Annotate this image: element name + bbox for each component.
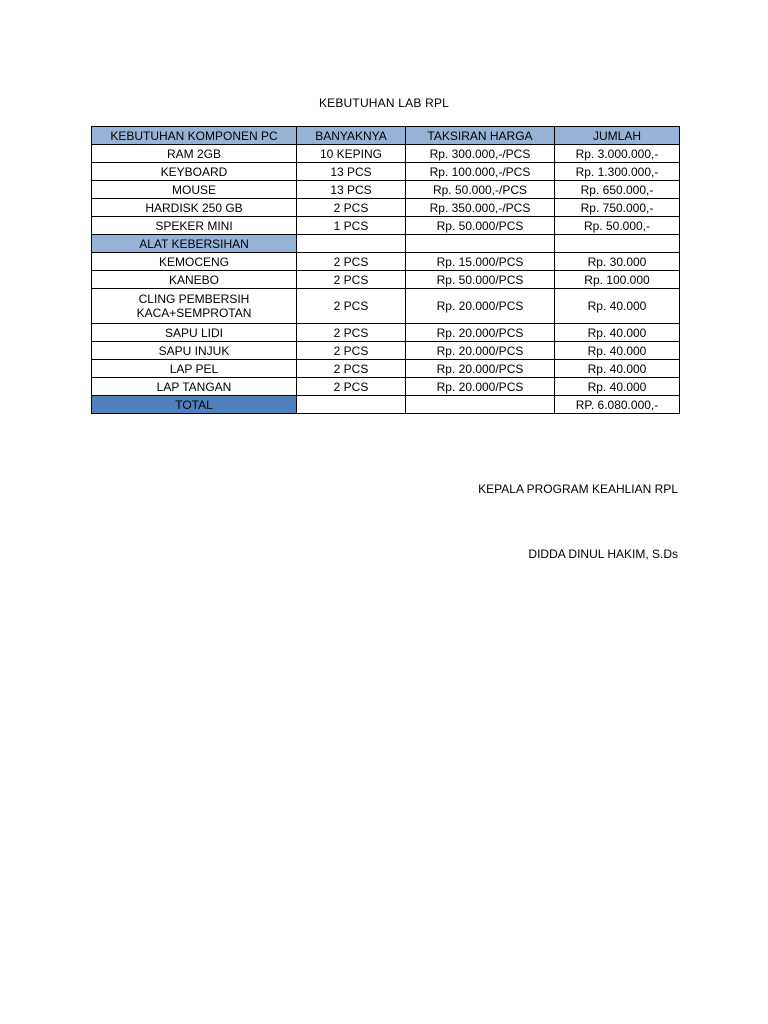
quantity-cell: 2 PCS [297,378,406,396]
amount-cell [555,235,680,253]
amount-cell: Rp. 750.000,- [555,199,680,217]
table-row [92,271,680,289]
amount-cell: Rp. 1.300.000,- [555,163,680,181]
amount-cell: Rp. 40.000 [555,324,680,342]
table-row [92,181,680,199]
signatory-title: KEPALA PROGRAM KEAHLIAN RPL [478,482,678,496]
quantity-cell: 2 PCS [297,324,406,342]
column-header-total: JUMLAH [555,127,680,145]
item-cell: SAPU LIDI [92,324,297,342]
table-row [92,289,680,324]
unit-price-cell: Rp. 20.000/PCS [406,360,555,378]
quantity-cell: 13 PCS [297,181,406,199]
amount-cell: Rp. 3.000.000,- [555,145,680,163]
column-header-quantity: BANYAKNYA [297,127,406,145]
item-cell: KANEBO [92,271,297,289]
amount-cell: Rp. 650.000,- [555,181,680,199]
unit-price-cell: Rp. 300.000,-/PCS [406,145,555,163]
item-cell: LAP PEL [92,360,297,378]
amount-cell: Rp. 50.000,- [555,217,680,235]
requirements-table [91,126,680,414]
unit-price-cell: Rp. 20.000/PCS [406,289,555,324]
table-row [92,163,680,181]
table-row [92,253,680,271]
document-title: KEBUTUHAN LAB RPL [318,96,450,110]
table-header-row [92,127,680,145]
amount-cell: Rp. 40.000 [555,378,680,396]
unit-price-cell: Rp. 20.000/PCS [406,324,555,342]
unit-price-cell: Rp. 50.000,-/PCS [406,181,555,199]
grand-total-cell: RP. 6.080.000,- [555,396,680,414]
unit-price-cell: Rp. 100.000,-/PCS [406,163,555,181]
quantity-cell [297,396,406,414]
item-cell: KEMOCENG [92,253,297,271]
quantity-cell [297,235,406,253]
item-cell: RAM 2GB [92,145,297,163]
unit-price-cell: Rp. 50.000/PCS [406,217,555,235]
table-row [92,145,680,163]
table-row [92,342,680,360]
amount-cell: Rp. 40.000 [555,342,680,360]
table-row [92,378,680,396]
quantity-cell: 2 PCS [297,199,406,217]
quantity-cell: 13 PCS [297,163,406,181]
total-label: TOTAL [92,396,297,414]
amount-cell: Rp. 100.000 [555,271,680,289]
signatory-name: DIDDA DINUL HAKIM, S.Ds [528,547,678,561]
quantity-cell: 2 PCS [297,253,406,271]
column-header-unit-price: TAKSIRAN HARGA [406,127,555,145]
quantity-cell: 2 PCS [297,271,406,289]
amount-cell: Rp. 30.000 [555,253,680,271]
item-cell: LAP TANGAN [92,378,297,396]
item-cell: SAPU INJUK [92,342,297,360]
quantity-cell: 2 PCS [297,289,406,324]
table-row [92,360,680,378]
amount-cell: Rp. 40.000 [555,360,680,378]
unit-price-cell [406,235,555,253]
table-row [92,324,680,342]
table-row [92,199,680,217]
quantity-cell: 10 KEPING [297,145,406,163]
column-header-item: KEBUTUHAN KOMPONEN PC [92,127,297,145]
unit-price-cell: Rp. 50.000/PCS [406,271,555,289]
section-label: ALAT KEBERSIHAN [92,235,297,253]
quantity-cell: 2 PCS [297,360,406,378]
item-cell: MOUSE [92,181,297,199]
unit-price-cell [406,396,555,414]
item-cell: KEYBOARD [92,163,297,181]
unit-price-cell: Rp. 20.000/PCS [406,378,555,396]
unit-price-cell: Rp. 350.000,-/PCS [406,199,555,217]
item-cell: HARDISK 250 GB [92,199,297,217]
amount-cell: Rp. 40.000 [555,289,680,324]
table-row [92,217,680,235]
total-row [92,396,680,414]
quantity-cell: 1 PCS [297,217,406,235]
unit-price-cell: Rp. 15.000/PCS [406,253,555,271]
item-cell: SPEKER MINI [92,217,297,235]
quantity-cell: 2 PCS [297,342,406,360]
unit-price-cell: Rp. 20.000/PCS [406,342,555,360]
item-cell: CLING PEMBERSIH KACA+SEMPROTAN [92,289,297,324]
section-row-cleaning-tools [92,235,680,253]
